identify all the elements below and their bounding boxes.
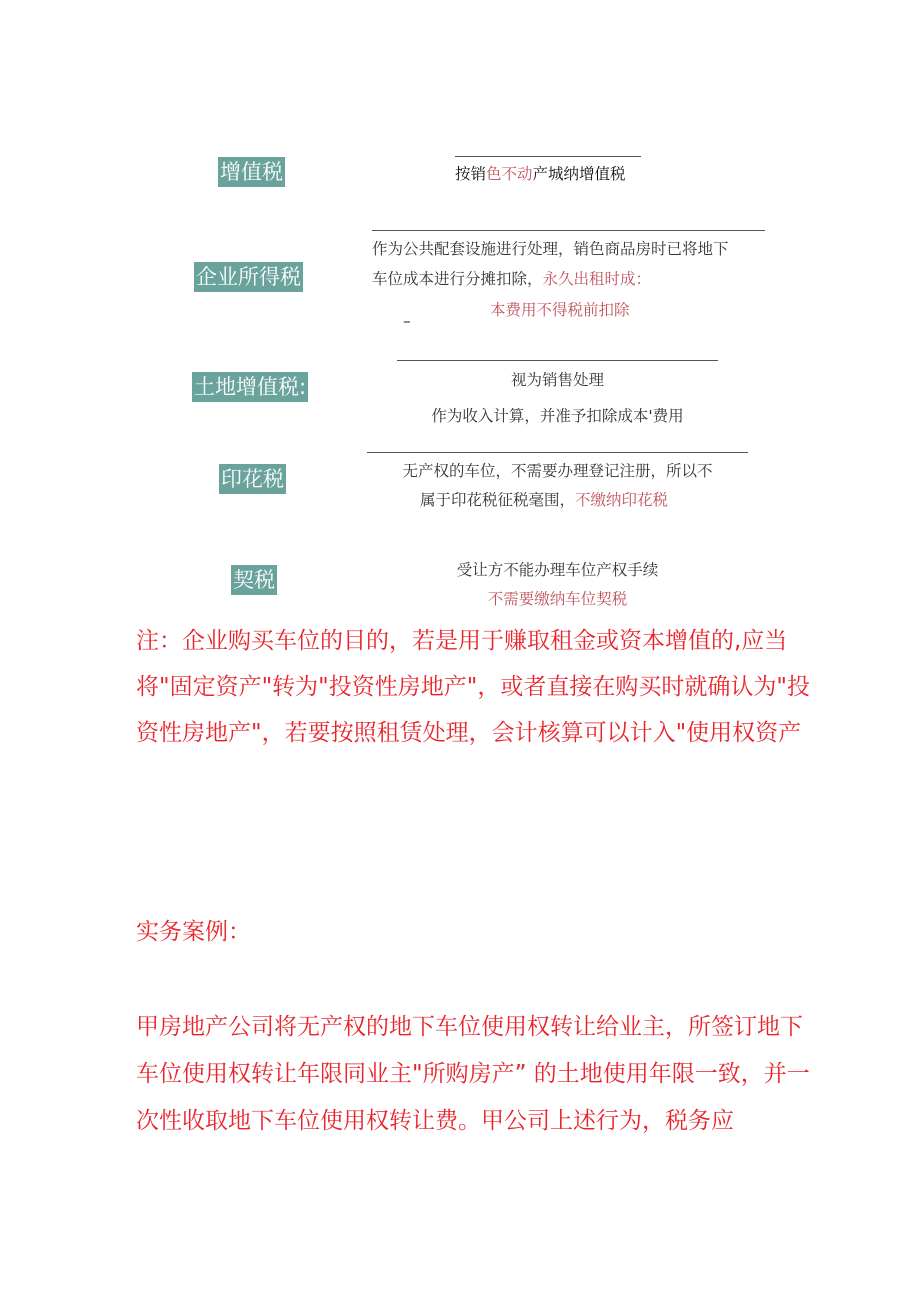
- enterprise-income-line-2: 车位成本进行分摊扣除，永久出租时成：: [372, 270, 652, 288]
- land-vat-line-2: 作为收入计算，并准予扣除成本'费用: [431, 407, 684, 425]
- vat-note: 按销色不动产城纳增值税: [455, 165, 626, 183]
- tax-label-land-vat: 土地增值税:: [192, 372, 308, 402]
- enterprise-income-line-1: 作为公共配套设施进行处理，销色商品房时已将地下: [372, 240, 729, 258]
- case-heading: 实务案例：: [136, 919, 251, 945]
- deed-tax-line-2: 不需要缴纳车位契税: [487, 590, 628, 608]
- tax-label-stamp-duty: 印花税: [219, 464, 286, 494]
- enterprise-income-line-3: 本费用不得税前扣除: [490, 301, 630, 319]
- dash-mark: –: [403, 312, 411, 330]
- case-body: 甲房地产公司将无产权的地下车位使用权转让给业主，所签订地下车位使用权转让年限同业主"所购房产” 的土地使用年限一致，并一次性收取地下车位使用权转让费。甲公司上述行为，税务应: [136, 1014, 810, 1134]
- divider: [397, 360, 718, 361]
- note-paragraph: 注：企业购买车位的目的，若是用于赚取租金或资本增值的,应当将"固定资产"转为"投资性房地产"，或者直接在购买时就确认为"投资性房地产"，若要按照租赁处理，会计核算可以计入"使用权资产: [136, 628, 810, 746]
- stamp-duty-line-2: 属于印花税征税毫围，不缴纳印花税: [420, 491, 669, 509]
- land-vat-line-1: 视为销售处理: [510, 371, 604, 389]
- stamp-duty-line-1: 无产权的车位，不需要办理登记注册，所以不: [402, 462, 713, 480]
- divider: [455, 156, 641, 157]
- deed-tax-line-1: 受让方不能办理车位产权手续: [456, 561, 659, 579]
- divider: [372, 230, 765, 231]
- tax-label-deed-tax: 契税: [231, 565, 277, 595]
- tax-label-vat: 增值税: [218, 157, 285, 187]
- tax-label-enterprise-income: 企业所得税: [194, 262, 303, 292]
- divider: [367, 452, 748, 453]
